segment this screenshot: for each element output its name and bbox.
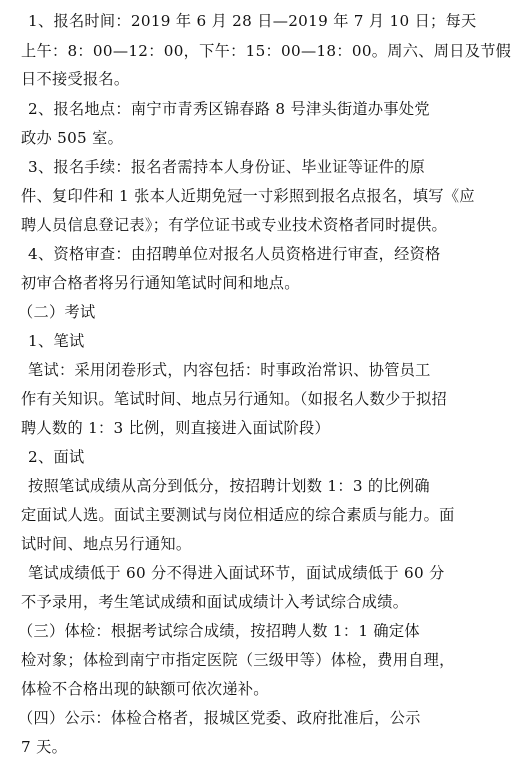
text-line-4: 2、报名地点：南宁市青秀区锦春路 8 号津头街道办事处党 [28,100,430,118]
text-line-18: 定面试人选。面试主要测试与岗位相适应的综合素质与能力。面 [21,506,455,524]
text-line-2: 上午：8：00—12：00，下午：15：00—18：00。周六、周日及节假 [21,42,512,60]
text-line-14: 作有关知识。笔试时间、地点另行通知。（如报名人数少于拟招 [21,390,448,408]
text-line-24: 体检不合格出现的缺额可依次递补。 [21,680,269,698]
section-heading-exam: （二）考试 [18,303,96,321]
text-line-23: 检对象；体检到南宁市指定医院（三级甲等）体检，费用自理， [21,651,455,669]
text-line-10: 初审合格者将另行通知笔试时间和地点。 [21,274,300,292]
text-line-6: 3、报名手续：报名者需持本人身份证、毕业证等证件的原 [28,158,426,176]
text-line-5: 政办 505 室。 [21,129,124,147]
text-line-3: 日不接受报名。 [21,70,130,88]
section-heading-medical-exam: （三）体检：根据考试综合成绩，按招聘人数 1：1 确定体 [18,622,420,640]
text-line-17: 按照笔试成绩从高分到低分，按招聘计划数 1：3 的比例确 [28,477,430,495]
text-line-7: 件、复印件和 1 张本人近期免冠一寸彩照到报名点报名，填写《应 [21,187,475,205]
text-line-8: 聘人员信息登记表》；有学位证书或专业技术资格者同时提供。 [21,216,448,234]
subheading-written-test: 1、笔试 [28,332,85,350]
text-line-20: 笔试成绩低于 60 分不得进入面试环节，面试成绩低于 60 分 [28,564,445,582]
text-line-13: 笔试：采用闭卷形式，内容包括：时事政治常识、协管员工 [28,361,431,379]
text-line-26: 7 天。 [21,738,68,756]
section-heading-publicity: （四）公示：体检合格者，报城区党委、政府批准后，公示 [18,709,421,727]
subheading-interview: 2、面试 [28,448,85,466]
text-line-1: 1、报名时间：2019 年 6 月 28 日—2019 年 7 月 10 日；每天 [28,12,477,30]
text-line-19: 试时间、地点另行通知。 [21,535,192,553]
text-line-9: 4、资格审查：由招聘单位对报名人员资格进行审查，经资格 [28,245,441,263]
text-line-21: 不予录用，考生笔试成绩和面试成绩计入考试综合成绩。 [21,593,409,611]
text-line-15: 聘人数的 1：3 比例，则直接进入面试阶段） [21,419,330,437]
